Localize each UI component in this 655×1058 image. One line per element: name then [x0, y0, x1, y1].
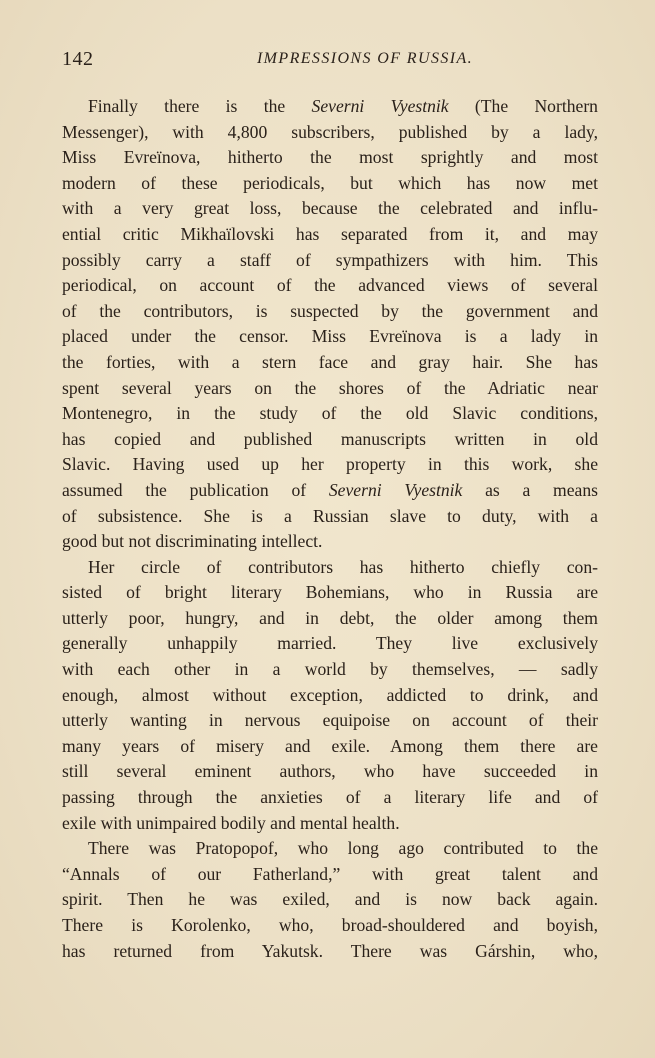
- text-line: with each other in a world by themselves, — sadly: [62, 659, 598, 680]
- text-line: There is Korolenko, who, broad-shouldered and boyish,: [62, 915, 598, 935]
- text-line: with a very great loss, because the celebrated and influ-: [62, 198, 598, 219]
- text-line: “Annals of our Fatherland,” with great talent and: [62, 863, 598, 884]
- running-title: IMPRESSIONS OF RUSSIA.: [256, 50, 474, 67]
- text-line: Finally there is the Severni Vyestnik (The Northern: [88, 96, 598, 116]
- text-line: exile with unimpaired bodily and mental health.: [62, 812, 400, 833]
- text-line: spirit. Then he was exiled, and is now back again.: [62, 889, 598, 910]
- text-line: good but not discriminating intellect.: [62, 531, 323, 552]
- page-header: [62, 48, 598, 76]
- text-line: assumed the publication of Severni Vyestnik as a means: [62, 479, 598, 500]
- text-line: of subsistence. She is a Russian slave to duty, with a: [62, 505, 598, 526]
- text-line: utterly wanting in nervous equipoise on account of their: [62, 710, 598, 731]
- text-line: utterly poor, hungry, and in debt, the older among them: [62, 607, 598, 628]
- text-line: Montenegro, in the study of the old Slavic conditions,: [62, 403, 598, 424]
- text-line: many years of misery and exile. Among them there are: [62, 735, 598, 756]
- text-line: enough, almost without exception, addicted to drink, and: [62, 684, 598, 705]
- text-line: periodical, on account of the advanced views of several: [62, 275, 598, 296]
- text-line: ential critic Mikhaïlovski has separated from it, and may: [62, 223, 598, 244]
- text-line: sisted of bright literary Bohemians, who in Russia are: [62, 582, 598, 603]
- text-line: modern of these periodicals, but which has now met: [62, 172, 598, 193]
- text-line: possibly carry a staff of sympathizers with him. This: [62, 249, 598, 270]
- text-line: placed under the censor. Miss Evreïnova is a lady in: [62, 326, 598, 347]
- text-line: passing through the anxieties of a literary life and of: [62, 787, 598, 808]
- text-line: spent several years on the shores of the Adriatic near: [62, 377, 598, 398]
- text-line: Slavic. Having used up her property in this work, she: [62, 454, 598, 475]
- text-line: Her circle of contributors has hitherto chiefly con-: [88, 556, 598, 577]
- text-line: Miss Evreïnova, hitherto the most sprightly and most: [62, 147, 598, 168]
- text-line: generally unhappily married. They live exclusively: [62, 633, 598, 654]
- body-text: [62, 94, 598, 964]
- text-line: has copied and published manuscripts written in old: [62, 428, 598, 449]
- text-line: the forties, with a stern face and gray hair. She has: [62, 351, 598, 372]
- text-line: Messenger), with 4,800 subscribers, published by a lady,: [62, 121, 598, 142]
- text-line: still several eminent authors, who have succeeded in: [62, 761, 598, 782]
- text-line: of the contributors, is suspected by the government and: [62, 300, 598, 321]
- page-number: 142: [62, 48, 94, 70]
- text-line: There was Pratopopof, who long ago contributed to the: [88, 838, 598, 859]
- text-line: has returned from Yakutsk. There was Gárshin, who,: [62, 940, 598, 961]
